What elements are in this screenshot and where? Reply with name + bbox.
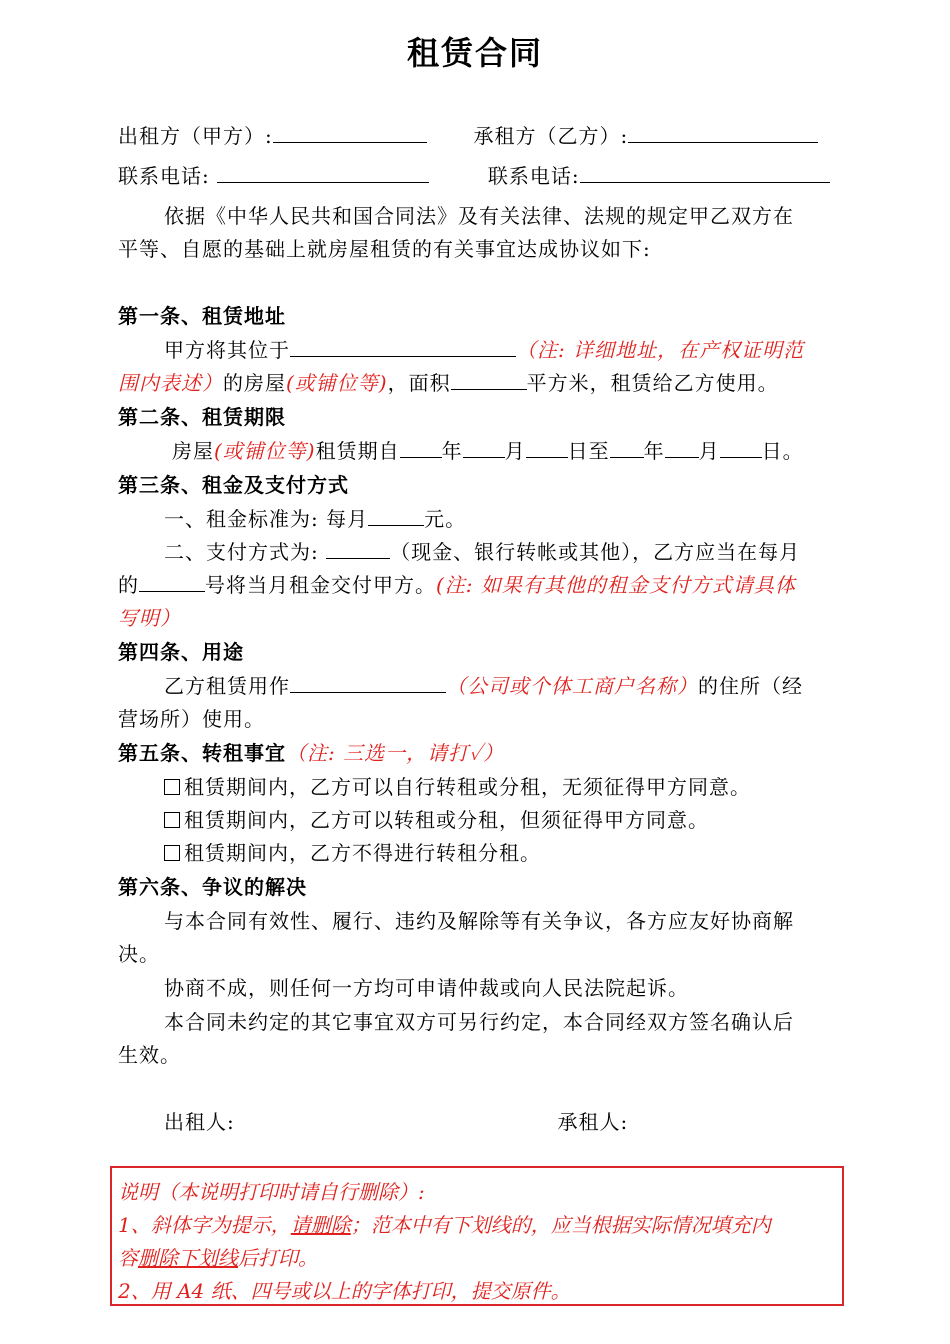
end-month-blank[interactable] (665, 435, 699, 458)
usage-label: 乙方租赁用作 (164, 674, 290, 698)
art1-text-b: 的房屋 (223, 371, 286, 395)
checkbox-icon[interactable] (164, 779, 180, 795)
article-6-p1-line-2: 决。 (118, 942, 160, 966)
article-3-line-2 (118, 536, 888, 569)
art1-text-c: ，面积 (387, 371, 451, 395)
article-6-p3-line-2: 生效。 (118, 1043, 181, 1067)
note-line-3: 2、用 A4 纸、四号或以上的字体打印，提交原件。 (118, 1279, 571, 1303)
lessor-phone-label: 联系电话: (118, 164, 210, 188)
lessor-blank[interactable] (273, 120, 427, 143)
note-underlined-text: 请删除 (290, 1213, 351, 1237)
payment-day-text: 号将当月租金交付甲方。 (205, 573, 436, 597)
article-4-heading: 第四条、用途 (118, 640, 244, 664)
note-line-1 (118, 1209, 842, 1242)
lessor-phone-blank[interactable] (217, 160, 429, 183)
sublet-option-text: 租赁期间内，乙方可以转租或分租，但须征得甲方同意。 (184, 808, 709, 832)
article-5-heading-row (118, 737, 842, 770)
checkbox-icon[interactable] (164, 812, 180, 828)
lessee-signature-label: 承租人: (557, 1110, 629, 1134)
start-month-blank[interactable] (463, 435, 505, 458)
art1-note-2: 围内表述） (118, 371, 223, 395)
payment-method-label: 二、支付方式为: (164, 540, 319, 564)
art2-text-b: 租赁期自 (315, 439, 400, 463)
sublet-option-3[interactable] (118, 837, 888, 870)
document-title: 租赁合同 (406, 34, 543, 72)
phones-row (118, 160, 842, 193)
art3-note-2: 写明） (118, 606, 181, 630)
intro-line-2: 平等、自愿的基础上就房屋租赁的有关事宜达成协议如下: (118, 237, 651, 261)
article-2-line (118, 435, 896, 468)
rent-blank[interactable] (368, 503, 424, 526)
usage-text: 的住所（经 (698, 674, 803, 698)
art5-note: （注: 三选一，请打✓） (286, 741, 504, 765)
sublet-option-2[interactable] (118, 804, 888, 837)
month-label: 月 (698, 439, 720, 463)
article-5-heading: 第五条、转租事宜 (118, 741, 286, 765)
day-label: 日。 (761, 439, 804, 463)
article-1-line-1 (118, 334, 888, 367)
art4-note: （公司或个体工商户名称） (446, 674, 698, 698)
checkbox-icon[interactable] (164, 845, 180, 861)
year-label: 年 (441, 439, 463, 463)
lessor-signature-label: 出租人: (164, 1110, 235, 1134)
article-4-line-2: 营场所）使用。 (118, 707, 265, 731)
article-3-heading: 第三条、租金及支付方式 (118, 473, 349, 497)
article-6-heading: 第六条、争议的解决 (118, 875, 307, 899)
payment-day-blank[interactable] (139, 569, 205, 592)
end-day-blank[interactable] (720, 435, 762, 458)
art1-note-1: （注: 详细地址，在产权证明范 (516, 338, 805, 362)
note-heading: 说明（本说明打印时请自行删除）: (118, 1180, 425, 1204)
article-6-p1-line-1: 与本合同有效性、履行、违约及解除等有关争议，各方应友好协商解 (164, 909, 794, 933)
art1-text-a: 甲方将其位于 (164, 338, 290, 362)
note-line-2 (118, 1242, 842, 1275)
art2-text-a: 房屋 (172, 439, 214, 463)
signature-row (118, 1106, 888, 1139)
article-6-p2: 协商不成，则任何一方均可申请仲裁或向人民法院起诉。 (164, 976, 689, 1000)
lessee-phone-label: 联系电话: (487, 164, 580, 188)
art1-text-d: 平方米，租赁给乙方使用。 (526, 371, 779, 395)
art2-note: (或铺位等) (214, 439, 316, 463)
payment-method-text: （现金、银行转帐或其他），乙方应当在每月 (390, 540, 801, 564)
article-3-line-1 (118, 503, 888, 536)
note-text: 后打印。 (238, 1246, 318, 1270)
lessor-label: 出租方（甲方）: (118, 124, 273, 148)
area-blank[interactable] (451, 367, 527, 390)
article-1-heading: 第一条、租赁地址 (118, 304, 286, 328)
month-label: 月 (504, 439, 526, 463)
article-1-line-2 (118, 367, 842, 400)
payment-method-blank[interactable] (326, 536, 390, 559)
lessee-label: 承租方（乙方）: (473, 124, 629, 148)
article-2-heading: 第二条、租赁期限 (118, 405, 286, 429)
note-text: ；范本中有下划线的，应当根据实际情况填充内 (350, 1213, 771, 1237)
note-text: 1、斜体字为提示， (118, 1213, 291, 1237)
art3-note-1: (注: 如果有其他的租金支付方式请具体 (436, 573, 796, 597)
rent-label: 一、租金标准为: 每月 (164, 507, 369, 531)
lessee-blank[interactable] (628, 120, 818, 143)
parties-row (118, 120, 842, 153)
art3-text-de: 的 (118, 573, 139, 597)
article-6-p3-line-1: 本合同未约定的其它事宜双方可另行约定，本合同经双方签名确认后 (164, 1010, 794, 1034)
yuan-label: 元。 (424, 507, 467, 531)
note-text: 容 (118, 1246, 138, 1270)
address-blank[interactable] (290, 334, 516, 357)
article-3-line-3 (118, 569, 842, 602)
art1-note-3: (或铺位等) (286, 371, 388, 395)
note-underlined-text: 删除下划线 (138, 1246, 238, 1270)
sublet-option-1[interactable] (118, 771, 888, 804)
article-4-line-1 (118, 670, 888, 703)
sublet-option-text: 租赁期间内，乙方不得进行转租分租。 (184, 841, 541, 865)
intro-line-1: 依据《中华人民共和国合同法》及有关法律、法规的规定甲乙双方在 (164, 204, 794, 228)
start-year-blank[interactable] (400, 435, 442, 458)
year-label: 年 (643, 439, 665, 463)
lessee-phone-blank[interactable] (580, 160, 830, 183)
usage-blank[interactable] (290, 670, 446, 693)
end-year-blank[interactable] (610, 435, 644, 458)
day-to-label: 日至 (567, 439, 610, 463)
start-day-blank[interactable] (526, 435, 568, 458)
sublet-option-text: 租赁期间内，乙方可以自行转租或分租，无须征得甲方同意。 (184, 775, 751, 799)
